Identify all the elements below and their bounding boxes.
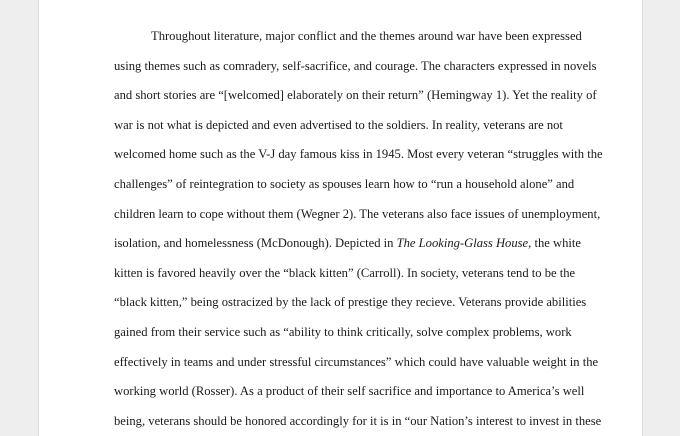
- paragraph-line: gained from their service such as “ability to think critically, solve complex problems, work: [114, 324, 572, 339]
- paragraph-line: [114, 229, 604, 259]
- paragraph-line: children learn to cope without them (Wegner 2). The veterans also face issues of unemployment,: [114, 206, 601, 221]
- paragraph-line: using themes such as comradery, self-sacrifice, and courage. The characters expressed in novels: [114, 58, 597, 73]
- paragraph-line: challenges” of reintegration to society as spouses learn how to “run a household alone” and: [114, 176, 575, 191]
- line-text-end: , the white: [528, 236, 581, 251]
- paragraph-line: Throughout literature, major conflict and the themes around war have been expressed: [151, 29, 582, 43]
- paragraph-line: “black kitten,” being ostracized by the lack of prestige they recieve. Veterans provide abilities: [114, 295, 587, 310]
- document-page[interactable]: [38, 0, 643, 436]
- paragraph-line: war is not what is depicted and even advertised to the soldiers. In reality, veterans are not: [114, 117, 563, 132]
- paragraph-line: welcomed home such as the V-J day famous kiss in 1945. Most every veteran “struggles with the: [114, 147, 603, 162]
- paragraph-line: and short stories are “[welcomed] elaborately on their return” (Hemingway 1). Yet the reality of: [114, 88, 597, 103]
- paragraph-line: working world (Rosser). As a product of their self sacrifice and importance to America’s well: [114, 384, 585, 399]
- paragraph-line: effectively in teams and under stressful circumstances” which could have valuable weight in the: [114, 354, 599, 369]
- paragraph-line: being, veterans should be honored accordingly for it is in “our Nation’s interest to invest in these: [114, 413, 602, 428]
- paragraph-line: kitten is favored heavily over the “black kitten” (Carroll). In society, veterans tend to be the: [114, 265, 576, 280]
- body-paragraph[interactable]: [114, 22, 604, 436]
- book-title: The Looking-Glass House: [396, 236, 529, 251]
- line-text-start: isolation, and homelessness (McDonough). Depicted in: [114, 236, 397, 251]
